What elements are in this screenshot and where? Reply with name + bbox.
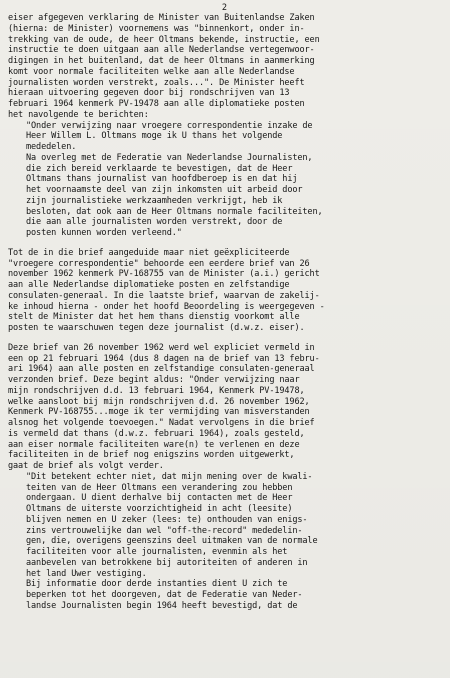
text-line: digingen in het buitenland, dat de heer Oltmans in aanmerking xyxy=(8,56,315,66)
quote-line: Oltmans de uiterste voorzichtigheid in acht (leesite) xyxy=(26,504,293,514)
text-line: november 1962 kenmerk PV-168755 van de Minister (a.i.) gericht xyxy=(8,269,320,280)
text-line: consulaten-generaal. In die laatste brief, waarvan de zakelij- xyxy=(8,290,320,301)
quote-line: "Dit betekent echter niet, dat mijn mening over de kwali- xyxy=(26,471,313,482)
text-line: is vermeld dat thans (d.w.z. februari 1964), zoals gesteld, xyxy=(8,428,305,439)
text-line: stelt de Minister dat het hem thans dienstig voorkomt alle xyxy=(8,312,300,323)
text-line: posten te waarschuwen tegen deze journalist (d.w.z. eiser). xyxy=(8,323,305,333)
quote-line: besloten, dat ook aan de Heer Oltmans normale faciliteiten, xyxy=(26,206,323,217)
quote-line: posten kunnen worden verleend." xyxy=(26,228,182,238)
text-line: welke aansloot bij mijn rondschrijven d.d. 26 november 1962, xyxy=(8,396,310,407)
text-line: journalisten worden verstrekt, zoals...". De Minister heeft xyxy=(8,77,305,88)
quote-line: faciliteiten voor alle journalisten, evenmin als het xyxy=(26,547,288,557)
text-line: "vroegere correspondentie" behoorde een eerdere brief van 26 xyxy=(8,258,310,269)
text-line: (hierna: de Minister) voornemens was "binnenkort, onder in- xyxy=(8,23,305,34)
quote-line: teiten van de Heer Oltmans een verandering zou hebben xyxy=(26,482,293,493)
quote-line: blijven nemen en U zeker (lees: te) onthouden van enigs- xyxy=(26,514,308,525)
text-line: komt voor normale faciliteiten welke aan alle Nederlandse xyxy=(8,66,295,77)
text-line: hieraan uitvoering gegeven door bij rondschrijven van 13 xyxy=(8,88,290,99)
text-line: alsnog het volgende toevoegen." Nadat vervolgens in die brief xyxy=(8,418,315,428)
quote-line: Bij informatie door derde instanties dient U zich te xyxy=(26,579,288,590)
text-line: eiser afgegeven verklaring de Minister van Buitenlandse Zaken xyxy=(8,13,315,23)
quote-line: die aan alle journalisten worden verstrekt, door de xyxy=(26,217,283,228)
page-number: 2 xyxy=(221,3,228,13)
paragraph-gap xyxy=(8,239,441,248)
text-line: verzonden brief. Deze begint aldus: "Onder verwijzing naar xyxy=(8,375,300,385)
paragraph-3 xyxy=(8,343,441,472)
block-quote-1 xyxy=(8,121,441,239)
quote-line: "Onder verwijzing naar vroegere correspondentie inzake de xyxy=(26,120,313,131)
text-line: faciliteiten in de brief nog enigszins worden uitgewerkt, xyxy=(8,450,295,461)
text-line: aan eiser normale faciliteiten ware(n) te verlenen en deze xyxy=(8,439,300,450)
text-line: instructie te doen uitgaan aan alle Nederlandse vertegenwoor- xyxy=(8,45,315,56)
quote-line: Heer Willem L. Oltmans moge ik U thans het volgende xyxy=(26,131,283,142)
text-line: Deze brief van 26 november 1962 werd wel expliciet vermeld in xyxy=(8,342,315,353)
quote-line: Oltmans thans journalist van hoofdberoep is en dat hij xyxy=(26,174,298,185)
quote-line: aanbevelen van betrokkene bij autoriteiten of anderen in xyxy=(26,557,308,568)
quote-line: mededelen. xyxy=(26,142,77,152)
quote-line: het voornaamste deel van zijn inkomsten uit arbeid door xyxy=(26,185,303,195)
quote-line: het land Uwer vestiging. xyxy=(26,568,147,579)
text-line: mijn rondschrijven d.d. 13 februari 1964, Kenmerk PV-19478, xyxy=(8,385,305,396)
block-quote-2 xyxy=(8,472,441,612)
text-line: ari 1964) aan alle posten en zelfstandige consulaten-generaal xyxy=(8,364,315,375)
text-line: gaat de brief als volgt verder. xyxy=(8,461,164,471)
text-line: het navolgende te berichten: xyxy=(8,109,149,120)
text-line: een op 21 februari 1964 (dus 8 dagen na de brief van 13 febru- xyxy=(8,353,320,364)
text-line: aan alle Nederlandse diplomatieke posten en zelfstandige xyxy=(8,280,290,290)
paragraph-1 xyxy=(8,13,441,121)
quote-line: zijn journalistieke werkzaamheden verkrijgt, heb ik xyxy=(26,195,283,206)
text-line: februari 1964 kenmerk PV-19478 aan alle diplomatieke posten xyxy=(8,99,305,109)
text-line: Tot de in die brief aangeduide maar niet geëxpliciteerde xyxy=(8,247,290,258)
text-line: Kenmerk PV-168755...moge ik ter vermijding van misverstanden xyxy=(8,407,310,418)
quote-line: Na overleg met de Federatie van Nederlandse Journalisten, xyxy=(26,152,313,163)
quote-line: zins vertrouwelijke dan wel "off-the-record" mededelin- xyxy=(26,525,303,536)
text-line: trekking van de oude, de heer Oltmans bekende, instructie, een xyxy=(8,34,320,45)
quote-line: landse Journalisten begin 1964 heeft bevestigd, dat de xyxy=(26,600,298,611)
text-line: ke inhoud hierna - onder het hoofd Beoordeling is weergegeven - xyxy=(8,301,325,312)
quote-line: gen, die, overigens geenszins deel uitmaken van de normale xyxy=(26,536,318,547)
quote-line: beperken tot het doorgeven, dat de Federatie van Neder- xyxy=(26,590,303,600)
paragraph-gap xyxy=(8,334,441,343)
quote-line: die zich bereid verklaarde te bevestigen, dat de Heer xyxy=(26,163,293,174)
quote-line: ondergaan. U dient derhalve bij contacten met de Heer xyxy=(26,493,293,504)
paragraph-2 xyxy=(8,248,441,334)
